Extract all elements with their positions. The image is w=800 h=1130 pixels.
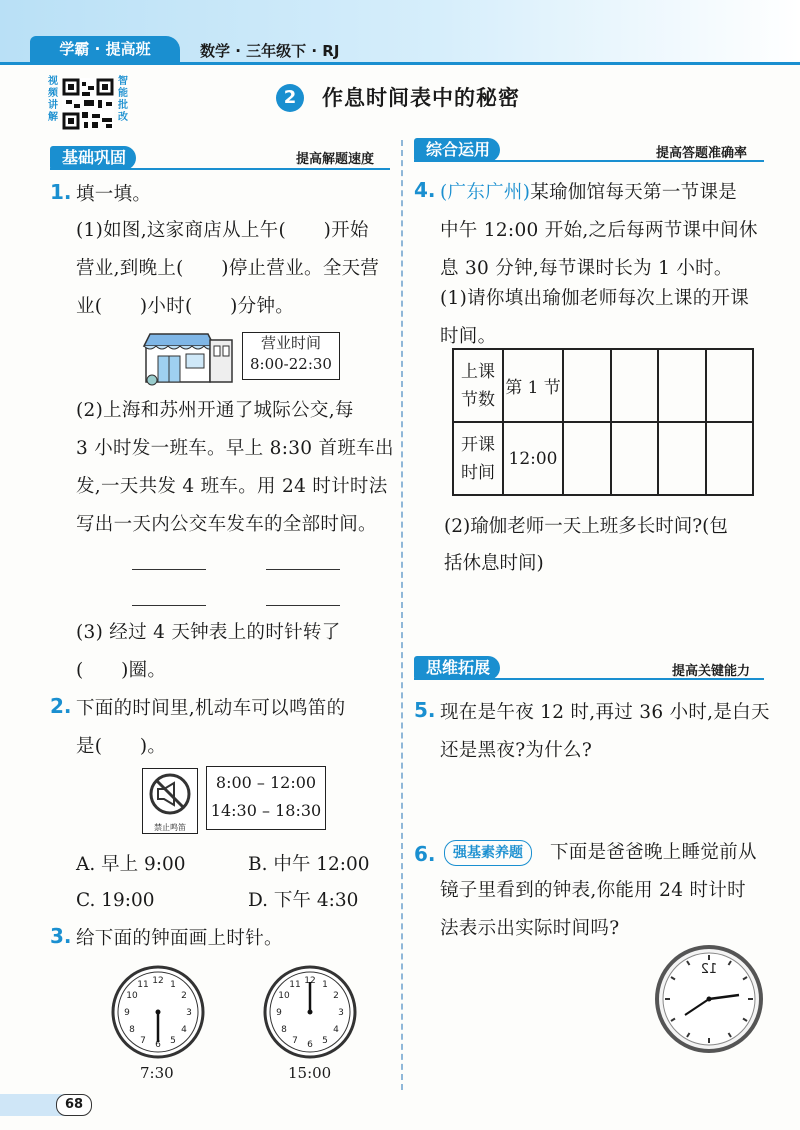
q5-stem-line: 现在是午夜 12 时,再过 36 小时,是白天	[440, 702, 770, 723]
page-number: 68	[56, 1094, 92, 1116]
q4-part1	[440, 280, 749, 356]
svg-text:6: 6	[307, 1040, 313, 1050]
q4-part2-line: 括休息时间)	[444, 553, 544, 574]
svg-text:12: 12	[152, 976, 164, 986]
section-basic-aim: 提高解题速度	[296, 152, 375, 167]
q4-stem-line: 中午 12:00 开始,之后每两节课中间休	[440, 220, 758, 241]
no-horn-times	[206, 766, 326, 830]
clock-face-1[interactable]	[110, 964, 206, 1060]
shop-illustration	[140, 330, 236, 386]
q2-option-a[interactable]: A. 早上 9:00	[76, 854, 186, 875]
q6-stem-first: 下面是爸爸晚上睡觉前从	[550, 842, 757, 863]
q2-stem-line: 是( )。	[76, 736, 167, 757]
clock-2-time: 15:00	[288, 1064, 332, 1082]
svg-text:2: 2	[333, 991, 339, 1001]
svg-text:8: 8	[129, 1025, 135, 1035]
q2-option-b[interactable]: B. 中午 12:00	[248, 854, 370, 875]
q3-stem: 给下面的钟面画上时针。	[76, 928, 283, 949]
q4-part1-line: (1)请你填出瑜伽老师每次上课的开课	[440, 288, 750, 309]
svg-text:11: 11	[137, 980, 149, 990]
svg-text:1: 1	[170, 980, 176, 990]
mirror-twelve-label: 12	[700, 962, 718, 977]
q5-number: 5.	[414, 698, 436, 722]
brand-tab: 学霸 · 提高班	[30, 36, 180, 62]
svg-text:8: 8	[281, 1025, 287, 1035]
qr-block[interactable]	[48, 76, 132, 132]
table-row	[453, 422, 753, 495]
q3-number: 3.	[50, 924, 72, 948]
section-extend-aim: 提高关键能力	[672, 664, 751, 679]
column-divider	[401, 140, 403, 1090]
svg-text:3: 3	[186, 1008, 192, 1018]
q1-part3-line: ( )圈。	[76, 660, 167, 681]
svg-text:10: 10	[278, 991, 290, 1001]
table-cell: 第 1 节	[503, 349, 563, 422]
section-apply-aim: 提高答题准确率	[656, 146, 748, 161]
q4-part1-line: 时间。	[440, 326, 497, 347]
answer-blank[interactable]	[266, 604, 340, 606]
table-cell-empty[interactable]	[658, 422, 706, 495]
clock-face-2[interactable]	[262, 964, 358, 1060]
svg-text:4: 4	[333, 1025, 339, 1035]
section-basic-label: 基础巩固	[50, 146, 136, 170]
svg-text:4: 4	[181, 1025, 187, 1035]
q1-title: 填一填。	[76, 184, 152, 205]
q6-stem-line: 镜子里看到的钟表,你能用 24 时计时	[440, 880, 746, 901]
q1-part1-line: 营业,到晚上( )停止营业。全天营	[76, 258, 380, 279]
table-cell-empty[interactable]	[706, 349, 754, 422]
q6-tag-badge: 强基素养题	[444, 840, 532, 866]
clock-1-time: 7:30	[140, 1064, 174, 1082]
q1-part2-line: 发,一天共发 4 班车。用 24 时计时法	[76, 476, 388, 497]
no-horn-sign	[142, 768, 198, 834]
answer-blank[interactable]	[266, 568, 340, 570]
table-cell-empty[interactable]	[611, 349, 659, 422]
table-row	[453, 349, 753, 422]
table-cell: 12:00	[503, 422, 563, 495]
no-horn-time-range: 14:30 – 18:30	[210, 801, 322, 820]
qr-label-left: 视频讲解	[48, 76, 58, 123]
q4-stem-line	[440, 174, 758, 212]
table-cell-empty[interactable]	[658, 349, 706, 422]
section-apply-label: 综合运用	[414, 138, 500, 162]
q4-stem-text: 某瑜伽馆每天第一节课是	[530, 182, 738, 203]
svg-text:7: 7	[292, 1036, 298, 1046]
svg-text:10: 10	[126, 991, 138, 1001]
lesson-number-badge: 2	[276, 84, 304, 112]
svg-text:5: 5	[170, 1036, 176, 1046]
header-rule	[0, 62, 800, 65]
q6-stem-line: 法表示出实际时间吗?	[440, 918, 620, 939]
business-hours-sign	[242, 332, 340, 380]
q4-number: 4.	[414, 178, 436, 202]
q2-number: 2.	[50, 694, 72, 718]
table-cell-empty[interactable]	[563, 422, 611, 495]
schedule-table	[452, 348, 754, 496]
svg-text:11: 11	[289, 980, 301, 990]
subject-label: 数学 · 三年级下 · RJ	[200, 42, 340, 60]
business-hours-title: 营业时间	[260, 334, 321, 352]
q1-part2-line: 3 小时发一班车。早上 8:30 首班车出	[76, 438, 394, 459]
svg-text:1: 1	[322, 980, 328, 990]
answer-blank[interactable]	[132, 604, 206, 606]
q5-stem-line: 还是黑夜?为什么?	[440, 740, 593, 761]
lesson-title: 作息时间表中的秘密	[322, 86, 520, 110]
q5-stem	[440, 694, 770, 770]
q2-option-d[interactable]: D. 下午 4:30	[248, 890, 359, 911]
q1-part3	[76, 614, 341, 690]
q6-number: 6.	[414, 842, 436, 866]
svg-text:3: 3	[338, 1008, 344, 1018]
q4-region-tag: (广东广州)	[440, 182, 531, 203]
no-horn-caption: 禁止鸣笛	[154, 823, 186, 832]
q2-option-c[interactable]: C. 19:00	[76, 890, 155, 911]
q2-stem	[76, 690, 345, 766]
q4-part2-line: (2)瑜伽老师一天上班多长时间?(包	[444, 516, 728, 537]
svg-text:7: 7	[140, 1036, 146, 1046]
q2-stem-line: 下面的时间里,机动车可以鸣笛的	[76, 698, 346, 719]
business-hours-time: 8:00-22:30	[250, 355, 332, 373]
q1-part3-line: (3) 经过 4 天钟表上的时针转了	[76, 622, 341, 643]
mirror-clock	[654, 944, 764, 1054]
svg-text:9: 9	[276, 1008, 282, 1018]
q1-part2-line: (2)上海和苏州开通了城际公交,每	[76, 400, 354, 421]
svg-text:5: 5	[322, 1036, 328, 1046]
q1-part1-line: 业( )小时( )分钟。	[76, 296, 295, 317]
table-row-head: 上课 节数	[453, 349, 503, 422]
table-cell-empty[interactable]	[563, 349, 611, 422]
table-row-head: 开课 时间	[453, 422, 503, 495]
svg-text:12: 12	[304, 976, 316, 986]
q1-part1-line: (1)如图,这家商店从上午( )开始	[76, 220, 369, 241]
svg-text:6: 6	[155, 1040, 161, 1050]
table-cell-empty[interactable]	[611, 422, 659, 495]
section-extend-label: 思维拓展	[414, 656, 500, 680]
q4-part2	[444, 508, 728, 582]
no-horn-time-range: 8:00 – 12:00	[215, 773, 317, 792]
svg-text:9: 9	[124, 1008, 130, 1018]
q1-part2	[76, 392, 394, 544]
q4-stem-line: 息 30 分钟,每节课时长为 1 小时。	[440, 258, 733, 279]
no-horn-icon	[143, 769, 197, 819]
q1-number: 1.	[50, 180, 72, 204]
svg-text:2: 2	[181, 991, 187, 1001]
answer-blank[interactable]	[132, 568, 206, 570]
section-basic-rule	[50, 168, 390, 170]
q1-part2-line: 写出一天内公交车发车的全部时间。	[76, 514, 377, 535]
q4-stem	[440, 174, 758, 288]
qr-label-right: 智能批改	[118, 76, 128, 123]
table-cell-empty[interactable]	[706, 422, 754, 495]
q1-part1	[76, 212, 379, 326]
q6-stem-rest	[440, 872, 746, 948]
qr-code-icon[interactable]	[62, 78, 114, 130]
